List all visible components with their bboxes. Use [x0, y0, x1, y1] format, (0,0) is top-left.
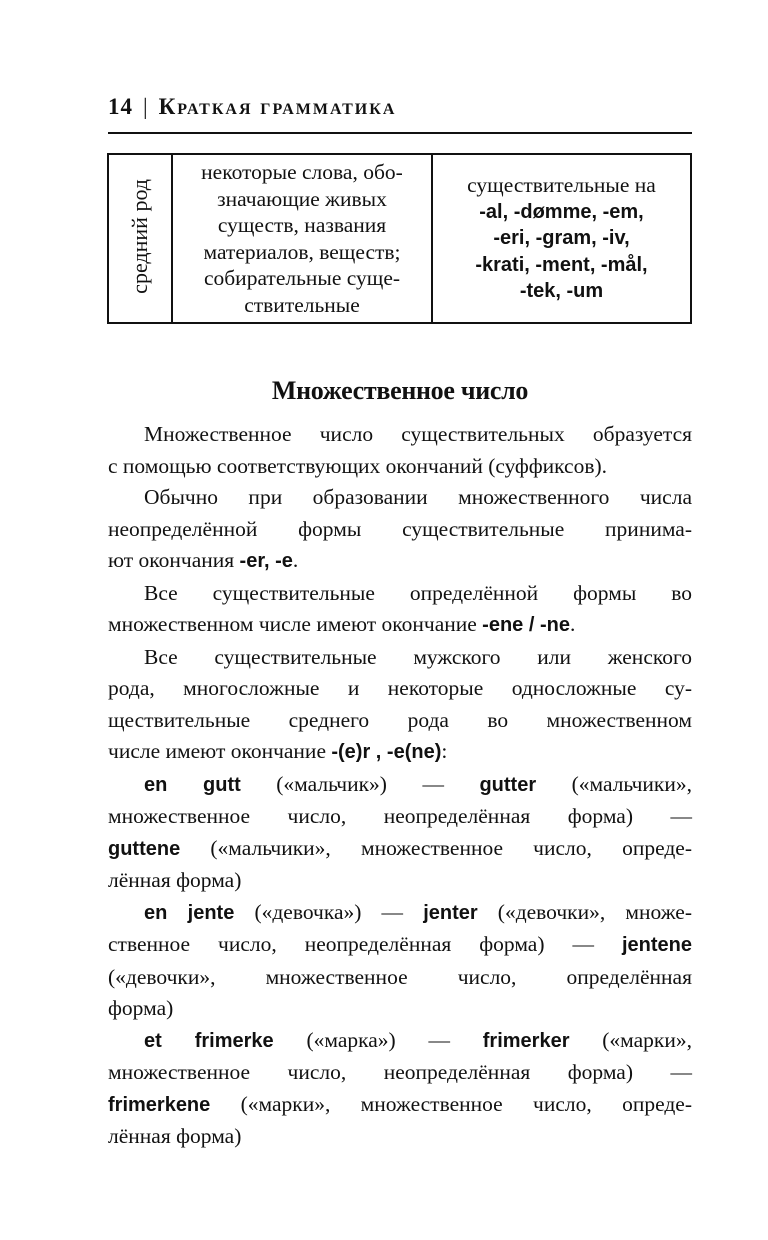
header-rule [108, 132, 692, 134]
text-line [108, 833, 692, 866]
text-line: («девочки», множественное число, определённая [108, 964, 692, 989]
text-line: форма) [108, 996, 174, 1020]
text-fragment: («марки», [569, 1027, 692, 1052]
text-line: множественное число, неопределённая форма) — [108, 1060, 692, 1084]
norwegian-word: en gutt [144, 773, 241, 796]
text-line: Все существительные определённой формы во [144, 580, 692, 605]
meaning-cell [172, 154, 432, 323]
text-line [108, 897, 692, 930]
norwegian-word: et frimerke [144, 1029, 274, 1052]
text-line [108, 545, 692, 578]
running-header [108, 94, 692, 120]
paragraph-4 [108, 642, 692, 769]
meaning-line: материалов, веществ; [203, 239, 401, 264]
text-fragment: («марки», множественное число, опреде- [210, 1091, 692, 1116]
example-2 [108, 897, 692, 1025]
example-1 [108, 769, 692, 897]
ending-term: -ene / -ne [482, 614, 570, 636]
section-body [108, 419, 692, 1153]
text-fragment: . [292, 548, 299, 572]
text-line [108, 769, 692, 802]
paragraph-1 [108, 419, 692, 482]
endings-line: -krati, -ment, -mål, [475, 253, 648, 276]
text-line: неопределённой формы существительные принима- [108, 516, 692, 541]
meaning-line: значающие живых [217, 186, 387, 211]
meaning-line: ствительные [244, 292, 360, 317]
text-fragment: («мальчики», [536, 771, 692, 796]
text-line: Множественное число существительных образуется [144, 422, 692, 446]
meaning-line: собирательные суще- [203, 266, 401, 290]
endings-line: -tek, -um [519, 280, 604, 303]
norwegian-word: guttene [108, 837, 181, 860]
norwegian-word: gutter [479, 773, 537, 796]
endings-intro: существительные на [467, 173, 656, 198]
header-separator: | [143, 94, 149, 119]
paragraph-2 [108, 482, 692, 578]
norwegian-word: jenter [423, 901, 478, 924]
ending-term: -(e)r , -e(ne) [331, 741, 442, 763]
text-line: Обычно при образовании множественного числа [144, 485, 692, 509]
section-heading: Множественное число [271, 376, 529, 405]
text-fragment: («мальчики», множественное число, опреде- [180, 835, 692, 860]
text-fragment: («девочки», множе- [477, 899, 692, 924]
text-line [108, 1089, 692, 1122]
meaning-line: некоторые слова, обо- [201, 160, 403, 184]
norwegian-word: frimerkene [108, 1093, 211, 1116]
endings-cell [432, 154, 691, 323]
ending-term: -er, -e [239, 550, 293, 572]
text-fragment: («девочка») — [234, 899, 424, 924]
norwegian-word: jentene [621, 934, 692, 956]
text-fragment: («мальчик») — [240, 771, 480, 796]
text-fragment: множественном числе имеют окончание [108, 612, 483, 636]
text-fragment: («марка») — [273, 1027, 483, 1052]
text-fragment: . [569, 612, 576, 636]
text-line [108, 1025, 692, 1058]
text-fragment: : [441, 739, 448, 763]
text-fragment: ственное число, неопределённая форма) — [108, 932, 622, 956]
text-line: множественное число, неопределённая форма) — [108, 804, 692, 828]
text-line: лённая форма) [108, 1124, 242, 1148]
text-line [108, 736, 692, 769]
text-line: лённая форма) [108, 868, 242, 892]
endings-line: -eri, -gram, -iv, [493, 227, 630, 250]
gender-cell [108, 154, 172, 323]
section-title: Краткая грамматика [158, 94, 397, 119]
text-fragment: ют окончания [108, 548, 240, 572]
endings-line: -al, -dømme, -em, [479, 200, 644, 223]
page-number: 14 [108, 94, 133, 119]
text-fragment: числе имеют окончание [108, 739, 332, 763]
text-line: рода, многосложные и некоторые односложные су- [108, 676, 692, 700]
example-3 [108, 1025, 692, 1153]
gender-table [107, 153, 692, 324]
text-line [108, 609, 692, 642]
text-line: Все существительные мужского или женского [144, 644, 692, 669]
paragraph-3 [108, 578, 692, 642]
text-line [108, 929, 692, 962]
text-line: с помощью соответствующих окончаний (суффиксов). [108, 453, 608, 478]
norwegian-word: frimerker [482, 1029, 570, 1052]
text-line: ществительные среднего рода во множественном [108, 707, 692, 732]
norwegian-word: en jente [144, 901, 235, 924]
meaning-line: существ, названия [217, 213, 387, 237]
table-row [108, 154, 691, 323]
gender-label: средний род [127, 178, 152, 294]
